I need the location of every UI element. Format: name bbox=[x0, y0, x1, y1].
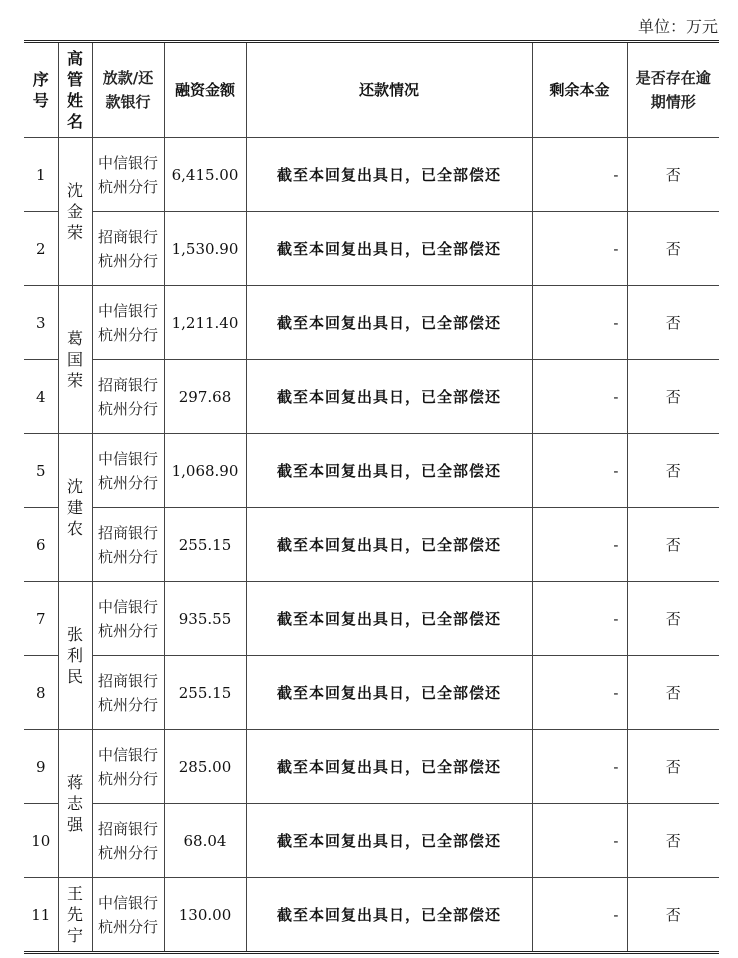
cell-person-name bbox=[58, 730, 92, 878]
cell-remaining: - bbox=[532, 878, 627, 953]
cell-repayment: 截至本回复出具日，已全部偿还 bbox=[246, 434, 532, 508]
cell-bank bbox=[92, 434, 164, 508]
cell-overdue: 否 bbox=[627, 286, 719, 360]
person-name: 蒋志强 bbox=[67, 773, 84, 834]
cell-seq: 2 bbox=[24, 212, 58, 286]
cell-overdue: 否 bbox=[627, 360, 719, 434]
cell-amount: 130.00 bbox=[164, 878, 246, 953]
cell-seq: 8 bbox=[24, 656, 58, 730]
table-row bbox=[24, 656, 719, 730]
cell-overdue: 否 bbox=[627, 804, 719, 878]
table-row bbox=[24, 582, 719, 656]
cell-person-name bbox=[58, 878, 92, 953]
cell-amount: 1,068.90 bbox=[164, 434, 246, 508]
cell-remaining: - bbox=[532, 360, 627, 434]
cell-seq: 11 bbox=[24, 878, 58, 953]
cell-overdue: 否 bbox=[627, 730, 719, 804]
bank-name: 中信银行杭州分行 bbox=[98, 153, 159, 196]
table-row bbox=[24, 360, 719, 434]
cell-bank bbox=[92, 730, 164, 804]
cell-repayment: 截至本回复出具日，已全部偿还 bbox=[246, 138, 532, 212]
cell-amount: 255.15 bbox=[164, 656, 246, 730]
cell-overdue: 否 bbox=[627, 212, 719, 286]
cell-amount: 6,415.00 bbox=[164, 138, 246, 212]
cell-remaining: - bbox=[532, 434, 627, 508]
cell-person-name bbox=[58, 286, 92, 434]
bank-name: 招商银行杭州分行 bbox=[98, 227, 159, 270]
person-name: 沈金荣 bbox=[67, 181, 84, 242]
bank-name: 招商银行杭州分行 bbox=[98, 671, 159, 714]
header-amount: 融资金额 bbox=[164, 42, 246, 138]
table-row bbox=[24, 804, 719, 878]
header-seq: 序号 bbox=[24, 42, 58, 138]
cell-bank bbox=[92, 212, 164, 286]
person-name: 张利民 bbox=[67, 625, 84, 686]
bank-name: 招商银行杭州分行 bbox=[98, 819, 159, 862]
cell-bank bbox=[92, 804, 164, 878]
cell-repayment: 截至本回复出具日，已全部偿还 bbox=[246, 508, 532, 582]
header-overdue: 是否存在逾期情形 bbox=[627, 42, 719, 138]
header-bank: 放款/还款银行 bbox=[92, 42, 164, 138]
table-row bbox=[24, 212, 719, 286]
cell-overdue: 否 bbox=[627, 582, 719, 656]
table-row bbox=[24, 138, 719, 212]
cell-overdue: 否 bbox=[627, 508, 719, 582]
cell-overdue: 否 bbox=[627, 138, 719, 212]
cell-bank bbox=[92, 508, 164, 582]
cell-seq: 9 bbox=[24, 730, 58, 804]
cell-remaining: - bbox=[532, 138, 627, 212]
cell-seq: 10 bbox=[24, 804, 58, 878]
cell-seq: 7 bbox=[24, 582, 58, 656]
cell-repayment: 截至本回复出具日，已全部偿还 bbox=[246, 212, 532, 286]
cell-remaining: - bbox=[532, 582, 627, 656]
cell-seq: 6 bbox=[24, 508, 58, 582]
cell-amount: 935.55 bbox=[164, 582, 246, 656]
cell-amount: 285.00 bbox=[164, 730, 246, 804]
cell-overdue: 否 bbox=[627, 434, 719, 508]
table-row bbox=[24, 878, 719, 953]
bank-name: 中信银行杭州分行 bbox=[98, 597, 159, 640]
unit-label: 单位：万元 bbox=[637, 17, 718, 36]
bank-name: 中信银行杭州分行 bbox=[98, 745, 159, 788]
cell-seq: 5 bbox=[24, 434, 58, 508]
bank-name: 中信银行杭州分行 bbox=[98, 449, 159, 492]
cell-remaining: - bbox=[532, 804, 627, 878]
bank-name: 中信银行杭州分行 bbox=[98, 893, 159, 936]
table-body bbox=[24, 138, 719, 953]
bank-name: 中信银行杭州分行 bbox=[98, 301, 159, 344]
cell-bank bbox=[92, 878, 164, 953]
cell-repayment: 截至本回复出具日，已全部偿还 bbox=[246, 804, 532, 878]
cell-repayment: 截至本回复出具日，已全部偿还 bbox=[246, 656, 532, 730]
cell-remaining: - bbox=[532, 508, 627, 582]
cell-overdue: 否 bbox=[627, 656, 719, 730]
cell-overdue: 否 bbox=[627, 878, 719, 953]
cell-person-name bbox=[58, 434, 92, 582]
header-name: 高管姓名 bbox=[58, 42, 92, 138]
cell-bank bbox=[92, 138, 164, 212]
header-remaining: 剩余本金 bbox=[532, 42, 627, 138]
person-name: 王先宁 bbox=[67, 884, 84, 945]
cell-bank bbox=[92, 360, 164, 434]
header-row bbox=[24, 42, 719, 138]
cell-seq: 1 bbox=[24, 138, 58, 212]
cell-amount: 68.04 bbox=[164, 804, 246, 878]
table-row bbox=[24, 730, 719, 804]
cell-repayment: 截至本回复出具日，已全部偿还 bbox=[246, 582, 532, 656]
cell-person-name bbox=[58, 582, 92, 730]
cell-amount: 297.68 bbox=[164, 360, 246, 434]
cell-remaining: - bbox=[532, 286, 627, 360]
cell-repayment: 截至本回复出具日，已全部偿还 bbox=[246, 878, 532, 953]
cell-amount: 255.15 bbox=[164, 508, 246, 582]
cell-person-name bbox=[58, 138, 92, 286]
cell-bank bbox=[92, 582, 164, 656]
table-row bbox=[24, 434, 719, 508]
cell-amount: 1,211.40 bbox=[164, 286, 246, 360]
cell-seq: 3 bbox=[24, 286, 58, 360]
cell-repayment: 截至本回复出具日，已全部偿还 bbox=[246, 360, 532, 434]
loan-table bbox=[24, 40, 719, 954]
table-row bbox=[24, 508, 719, 582]
cell-remaining: - bbox=[532, 730, 627, 804]
cell-remaining: - bbox=[532, 212, 627, 286]
cell-seq: 4 bbox=[24, 360, 58, 434]
table-row bbox=[24, 286, 719, 360]
bank-name: 招商银行杭州分行 bbox=[98, 523, 159, 566]
cell-bank bbox=[92, 656, 164, 730]
cell-repayment: 截至本回复出具日，已全部偿还 bbox=[246, 286, 532, 360]
cell-bank bbox=[92, 286, 164, 360]
cell-remaining: - bbox=[532, 656, 627, 730]
cell-amount: 1,530.90 bbox=[164, 212, 246, 286]
header-repayment: 还款情况 bbox=[246, 42, 532, 138]
cell-repayment: 截至本回复出具日，已全部偿还 bbox=[246, 730, 532, 804]
bank-name: 招商银行杭州分行 bbox=[98, 375, 159, 418]
person-name: 沈建农 bbox=[67, 477, 84, 538]
person-name: 葛国荣 bbox=[67, 329, 84, 390]
